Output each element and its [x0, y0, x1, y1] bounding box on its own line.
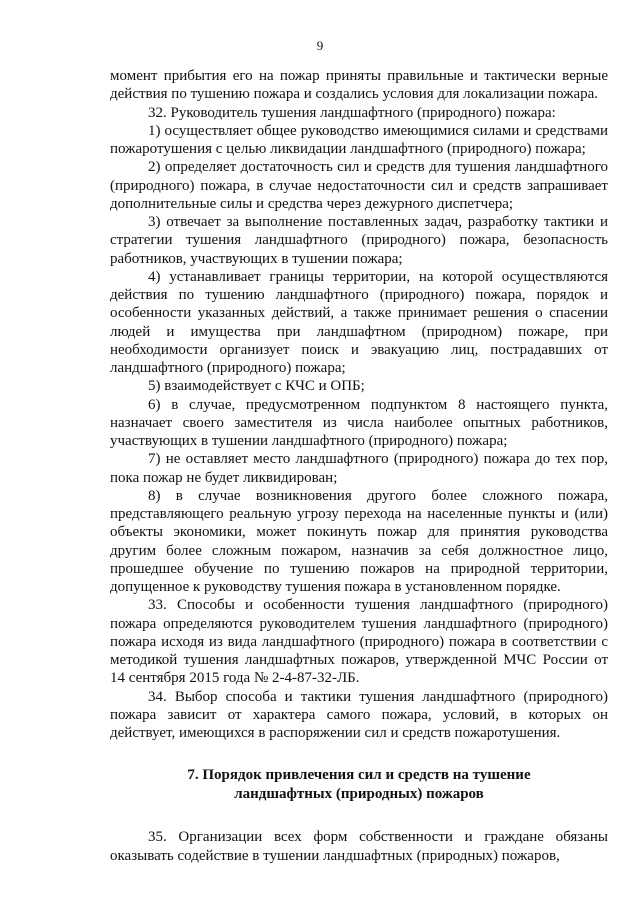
paragraph-32-item-8: 8) в случае возникновения другого более сложного пожара, представляющего реальную угрозу перехода на населенные пункты и (или) объекты экономики, может покинуть пожар для принятия руководства другим более сложным пожаром, назначив за себя должностное лицо, прошедшее обучение по тушению пожаров на природной территории, допущенное к руководству тушения пожара в установленном порядке. — [110, 487, 608, 595]
section-heading — [110, 766, 608, 804]
paragraph-32-item-4: 4) устанавливает границы территории, на которой осуществляются действия по тушению ландшафтного (природного) пожара, порядок и особенности указанных действий, а также принимает решения о спасении людей и имущества при ландшафтном (природном) пожаре, при необходимости организует поиск и эвакуацию лиц, пострадавших от ландшафтного (природного) пожара; — [110, 268, 608, 376]
paragraph-32-item-7: 7) не оставляет место ландшафтного (природного) пожара до тех пор, пока пожар не будет ликвидирован; — [110, 451, 608, 486]
paragraph-35: 35. Организации всех форм собственности и граждане обязаны оказывать содействие в тушении ландшафтных (природных) пожаров, — [110, 829, 608, 864]
paragraph-32-item-6: 6) в случае, предусмотренном подпунктом 8 настоящего пункта, назначает своего заместителя из числа наиболее опытных работников, участвующих в тушении ландшафтного (природного) пожара; — [110, 396, 608, 449]
paragraph-continuation: момент прибытия его на пожар приняты правильные и тактически верные действия по тушению пожара и создались условия для локализации пожара. — [110, 68, 608, 103]
paragraph-32-item-5: 5) взаимодействует с КЧС и ОПБ; — [148, 378, 365, 395]
paragraph-32-item-1: 1) осуществляет общее руководство имеющимися силами и средствами пожаротушения с целью ликвидации ландшафтного (природного) пожара; — [110, 122, 608, 157]
page-number: 9 — [316, 38, 324, 53]
document-body — [110, 67, 608, 865]
paragraph-34: 34. Выбор способа и тактики тушения ландшафтного (природного) пожара зависит от характера самого пожара, условий, в которых он действует, имеющихся в распоряжении сил и средств пожаротушения. — [110, 688, 608, 741]
section-heading-line-1: 7. Порядок привлечения сил и средств на тушение — [187, 767, 531, 784]
section-heading-line-2: ландшафтных (природных) пожаров — [234, 786, 484, 803]
paragraph-32-item-3: 3) отвечает за выполнение поставленных задач, разработку тактики и стратегии тушения ландшафтного (природного) пожара, безопасность работников, участвующих в тушении пожара; — [110, 214, 608, 267]
paragraph-33: 33. Способы и особенности тушения ландшафтного (природного) пожара определяются руководителем тушения ландшафтного (природного) пожара исходя из вида ландшафтного (природного) пожара в соответствии с методикой тушения ландшафтных пожаров, утвержденной МЧС России от 14 сентября 2015 года № 2-4-87-32-ЛБ. — [110, 597, 608, 687]
paragraph-32-item-2: 2) определяет достаточность сил и средств для тушения ландшафтного (природного) пожара, в случае недостаточности сил и средств запрашивает дополнительные силы и средства через дежурного диспетчера; — [110, 159, 608, 212]
paragraph-32-heading: 32. Руководитель тушения ландшафтного (природного) пожара: — [148, 104, 556, 121]
